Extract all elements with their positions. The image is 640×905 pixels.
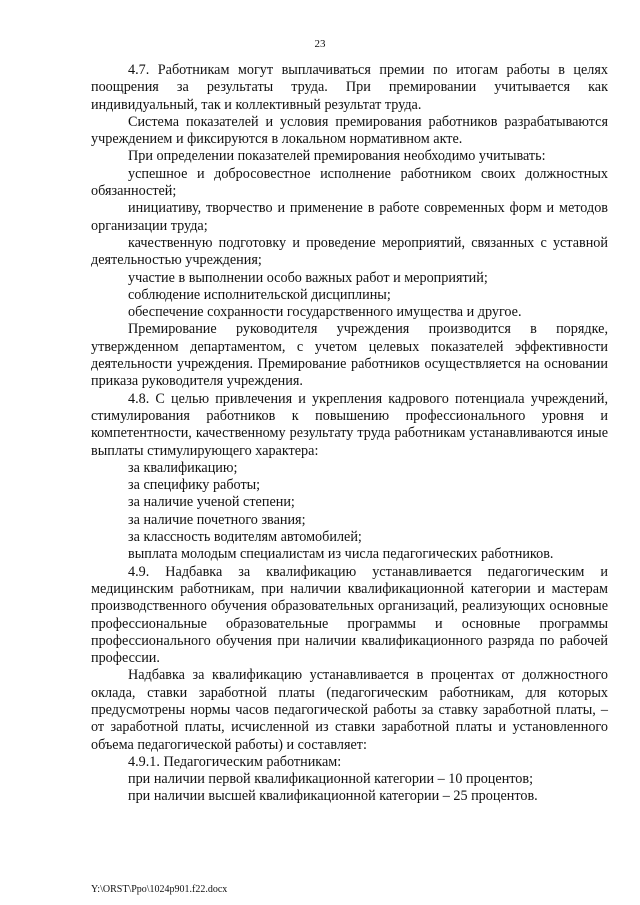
- list-item: качественную подготовку и проведение мероприятий, связанных с уставной деятельностью учреждения;: [91, 234, 608, 269]
- paragraph-4-8: 4.8. С целью привлечения и укрепления кадрового потенциала учреждений, стимулирования работников к повышению профессионального уровня и компетентности, качественному результату труда работникам устанавливаются иные выплаты стимулирующего характера:: [91, 390, 608, 459]
- page-number: 23: [314, 38, 326, 50]
- paragraph-indicator-system: Система показателей и условия премирования работников разрабатываются учреждением и фиксируются в локальном нормативном акте.: [91, 113, 608, 148]
- list-item: успешное и добросовестное исполнение работником своих должностных обязанностей;: [91, 165, 608, 200]
- list-item: при наличии первой квалификационной категории – 10 процентов;: [128, 771, 534, 788]
- paragraph-4-9-1: 4.9.1. Педагогическим работникам:: [128, 753, 342, 770]
- document-body: [91, 62, 608, 806]
- list-item: участие в выполнении особо важных работ и мероприятий;: [128, 269, 488, 286]
- list-item: за квалификацию;: [128, 459, 238, 476]
- list-item: обеспечение сохранности государственного имущества и другое.: [128, 304, 522, 321]
- list-item: инициативу, творчество и применение в работе современных форм и методов организации труда;: [91, 200, 608, 234]
- paragraph-director-bonus: Премирование руководителя учреждения производится в порядке, утвержденном департаментом, с учетом целевых показателей эффективности деятельности учреждения. Премирование работников осуществляется на основании приказа руководителя учреждения.: [91, 321, 608, 390]
- list-item: выплата молодым специалистам из числа педагогических работников.: [128, 546, 554, 563]
- paragraph-qualification-allowance: Надбавка за квалификацию устанавливается в процентах от должностного оклада, ставки заработной платы (педагогическим работникам, для которых предусмотрены нормы часов педагогической работы за ставку заработной платы, – от заработной платы, исчисленной из ставки заработной платы и установленного объема педагогической работы) и составляет:: [91, 667, 608, 753]
- paragraph-4-7: 4.7. Работникам могут выплачиваться премии по итогам работы в целях поощрения за результаты труда. При премировании учитывается как индивидуальный, так и коллективный результат труда.: [91, 62, 608, 113]
- list-item: соблюдение исполнительской дисциплины;: [128, 286, 391, 303]
- list-item: за специфику работы;: [128, 477, 261, 494]
- list-item: при наличии высшей квалификационной категории – 25 процентов.: [128, 788, 538, 805]
- paragraph-4-9: 4.9. Надбавка за квалификацию устанавливается педагогическим и медицинским работникам, при наличии квалификационной категории и мастерам производственного обучения образовательных организаций, реализующих основные профессиональные образовательные программы и основные программы профессионального обучения при наличии квалификационного разряда по рабочей профессии.: [91, 563, 608, 667]
- list-item: за наличие почетного звания;: [128, 511, 306, 528]
- paragraph-indicators-intro: При определении показателей премирования необходимо учитывать:: [128, 148, 546, 165]
- file-path-footer: Y:\ORST\Ppo\1024p901.f22.docx: [91, 884, 228, 895]
- list-item: за наличие ученой степени;: [128, 494, 295, 511]
- list-item: за классность водителям автомобилей;: [128, 529, 362, 546]
